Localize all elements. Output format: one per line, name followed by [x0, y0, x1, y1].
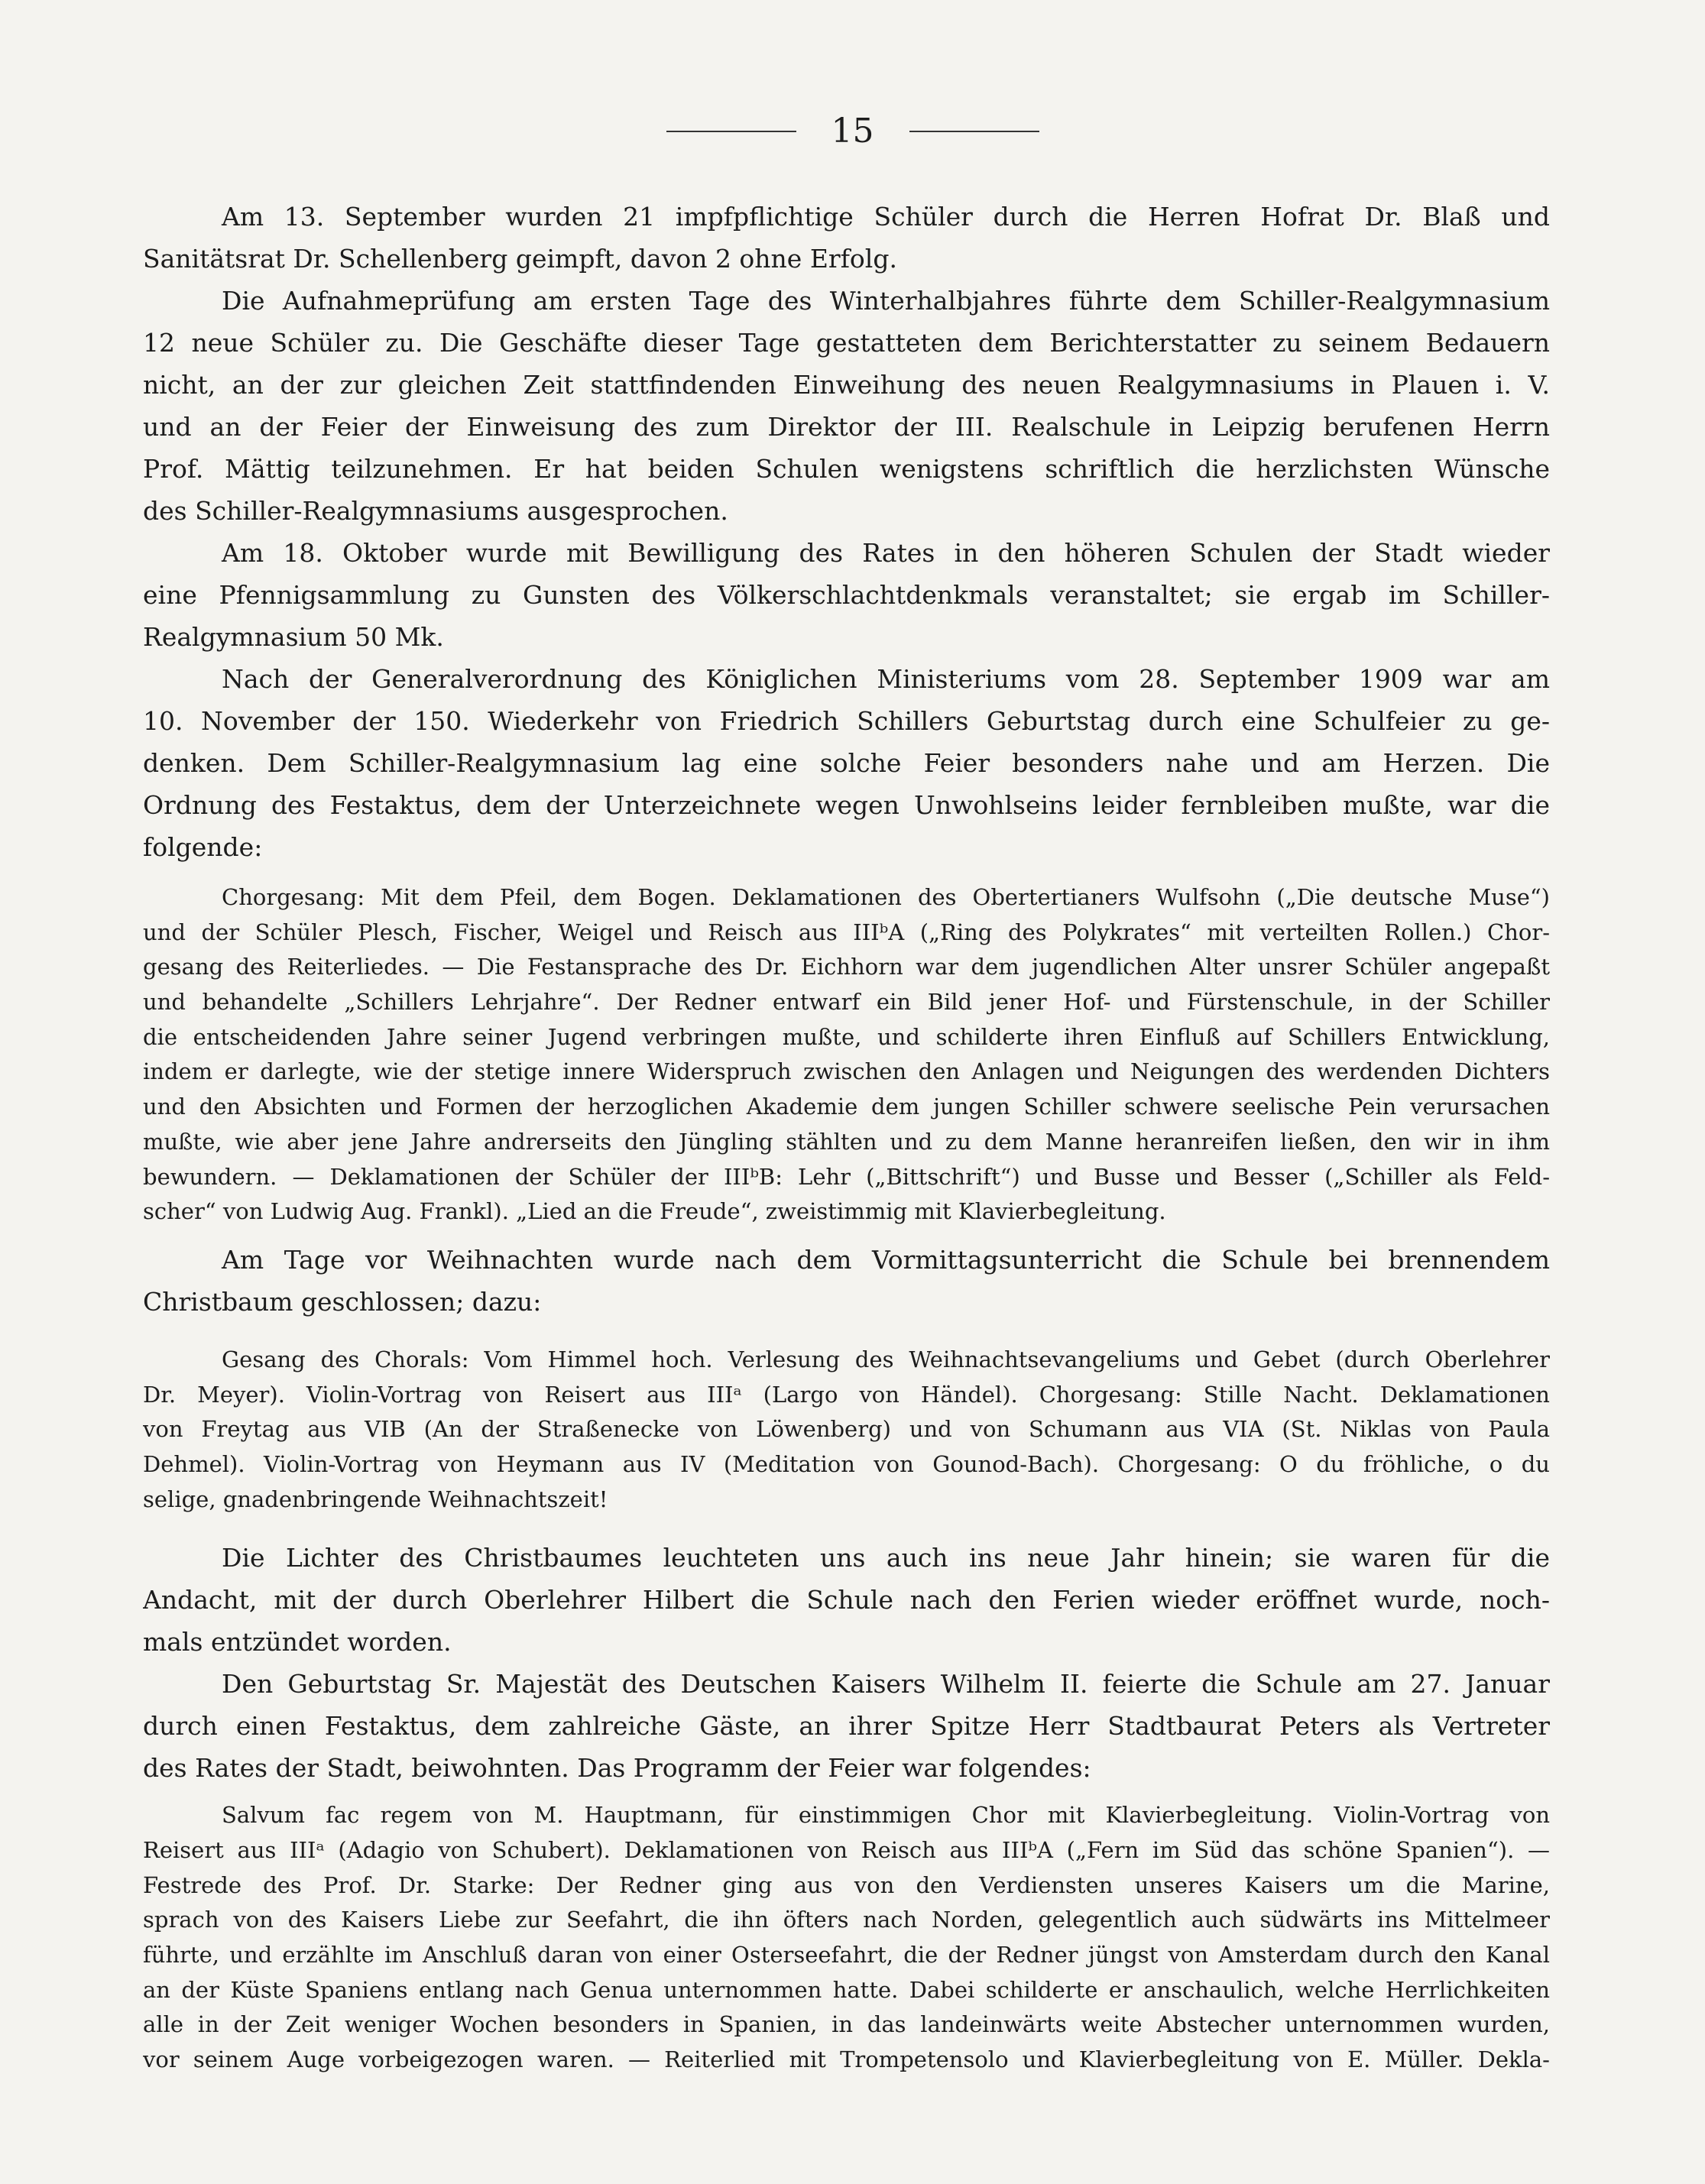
text-line: Ordnung des Festaktus, dem der Unterzeichnete wegen Unwohlseins leider fernbleiben mußte, war die	[143, 790, 1550, 820]
text-line: folgende:	[143, 832, 263, 862]
text-line: Gesang des Chorals: Vom Himmel hoch. Verlesung des Weihnachtsevangeliums und Gebet (durch Oberlehrer	[222, 1346, 1550, 1372]
text-line: Christbaum geschlossen; dazu:	[143, 1286, 542, 1317]
text-line: Realgymnasium 50 Mk.	[143, 622, 444, 652]
text-line: alle in der Zeit weniger Wochen besonders in Spanien, in das landeinwärts weite Abstecher unternommen wurden,	[143, 2011, 1550, 2038]
text-line: 12 neue Schüler zu. Die Geschäfte dieser Tage gestatteten dem Berichterstatter zu seinem Bedauern	[143, 328, 1550, 358]
text-line: an der Küste Spaniens entlang nach Genua unternommen hatte. Dabei schilderte er anschaulich, welche Herrlichkeiten	[143, 1976, 1550, 2003]
text-line: Am 18. Oktober wurde mit Bewilligung des Rates in den höheren Schulen der Stadt wieder	[222, 538, 1550, 568]
text-line: die entscheidenden Jahre seiner Jugend verbringen mußte, und schilderte ihren Einfluß auf Schillers Entwicklung,	[143, 1023, 1550, 1050]
text-line: Reisert aus IIIᵃ (Adagio von Schubert). Deklamationen von Reisch aus IIIᵇA („Fern im Süd das schöne Spanien“). —	[143, 1837, 1550, 1863]
text-line: vor seinem Auge vorbeigezogen waren. — Reiterlied mit Trompetensolo und Klavierbegleitung von E. Müller. Dekla-	[143, 2046, 1550, 2073]
text-line: mußte, wie aber jene Jahre andrerseits den Jüngling stählten und zu dem Manne heranreifen ließen, den wir in ihm	[143, 1128, 1550, 1155]
header-rule-left	[666, 131, 796, 132]
text-line: Dehmel). Violin-Vortrag von Heymann aus IV (Meditation von Gounod-Bach). Chorgesang: O du fröhliche, o du	[143, 1450, 1550, 1477]
text-line: gesang des Reiterliedes. — Die Festansprache des Dr. Eichhorn war dem jugendlichen Alter unsrer Schüler angepaßt	[143, 954, 1550, 980]
text-line: mals entzündet worden.	[143, 1627, 452, 1657]
text-line: nicht, an der zur gleichen Zeit stattfindenden Einweihung des neuen Realgymnasiums in Plauen i. V.	[143, 370, 1550, 400]
text-line: Andacht, mit der durch Oberlehrer Hilbert die Schule nach den Ferien wieder eröffnet wurde, noch-	[143, 1585, 1550, 1615]
text-line: von Freytag aus VIB (An der Straßenecke von Löwenberg) und von Schumann aus VIA (St. Niklas von Paula	[143, 1416, 1550, 1443]
text-line: des Schiller-Realgymnasiums ausgesprochen.	[143, 496, 728, 526]
text-line: Die Aufnahmeprüfung am ersten Tage des Winterhalbjahres führte dem Schiller-Realgymnasium	[222, 286, 1550, 316]
text-line: scher“ von Ludwig Aug. Frankl). „Lied an die Freude“, zweistimmig mit Klavierbegleitung.	[143, 1198, 1166, 1225]
text-line: Am Tage vor Weihnachten wurde nach dem Vormittagsunterricht die Schule bei brennendem	[222, 1244, 1550, 1275]
text-line: selige, gnadenbringende Weihnachtszeit!	[143, 1486, 608, 1512]
text-line: und den Absichten und Formen der herzoglichen Akademie dem jungen Schiller schwere seelische Pein verursachen	[143, 1094, 1550, 1120]
text-line: sprach von des Kaisers Liebe zur Seefahrt, die ihn öfters nach Norden, gelegentlich auch südwärts ins Mittelmeer	[143, 1907, 1550, 1933]
text-line: bewundern. — Deklamationen der Schüler der IIIᵇB: Lehr („Bittschrift“) und Busse und Besser („Schiller als Feld-	[143, 1163, 1550, 1190]
text-line: Dr. Meyer). Violin-Vortrag von Reisert aus IIIᵃ (Largo von Händel). Chorgesang: Stille Nacht. Deklamationen	[143, 1381, 1550, 1408]
page-number: 15	[831, 112, 874, 151]
text-line: Nach der Generalverordnung des Königlichen Ministeriums vom 28. September 1909 war am	[222, 664, 1550, 694]
text-line: und an der Feier der Einweisung des zum Direktor der III. Realschule in Leipzig berufenen Herrn	[143, 412, 1550, 442]
header-rule-right	[909, 131, 1039, 132]
text-line: Den Geburtstag Sr. Majestät des Deutschen Kaisers Wilhelm II. feierte die Schule am 27. Januar	[222, 1669, 1550, 1700]
text-line: Chorgesang: Mit dem Pfeil, dem Bogen. Deklamationen des Obertertianers Wulfsohn („Die deutsche Muse“)	[222, 884, 1550, 910]
text-line: durch einen Festaktus, dem zahlreiche Gäste, an ihrer Spitze Herr Stadtbaurat Peters als Vertreter	[143, 1711, 1550, 1742]
text-body	[143, 196, 1550, 2078]
text-line: Die Lichter des Christbaumes leuchteten uns auch ins neue Jahr hinein; sie waren für die	[222, 1543, 1550, 1573]
text-line: und behandelte „Schillers Lehrjahre“. Der Redner entwarf ein Bild jener Hof- und Fürstenschule, in der Schiller	[143, 989, 1550, 1016]
text-line: Sanitätsrat Dr. Schellenberg geimpft, davon 2 ohne Erfolg.	[143, 244, 897, 274]
text-line: Prof. Mättig teilzunehmen. Er hat beiden Schulen wenigstens schriftlich die herzlichsten Wünsche	[143, 454, 1550, 484]
text-line: denken. Dem Schiller-Realgymnasium lag eine solche Feier besonders nahe und am Herzen. Die	[143, 748, 1550, 778]
text-line: Festrede des Prof. Dr. Starke: Der Redner ging aus von den Verdiensten unseres Kaisers um die Marine,	[143, 1871, 1550, 1898]
text-line: des Rates der Stadt, beiwohnten. Das Programm der Feier war folgendes:	[143, 1753, 1091, 1784]
text-line: Salvum fac regem von M. Hauptmann, für einstimmigen Chor mit Klavierbegleitung. Violin-Vortrag von	[222, 1802, 1550, 1829]
text-line: eine Pfennigsammlung zu Gunsten des Völkerschlachtdenkmals veranstaltet; sie ergab im Schiller-	[143, 580, 1550, 610]
text-line: 10. November der 150. Wiederkehr von Friedrich Schillers Geburtstag durch eine Schulfeier zu ge-	[143, 706, 1550, 736]
page-header	[0, 112, 1705, 151]
text-line: führte, und erzählte im Anschluß daran von einer Osterseefahrt, die der Redner jüngst von Amsterdam durch den Kanal	[143, 1942, 1550, 1969]
text-line: indem er darlegte, wie der stetige innere Widerspruch zwischen den Anlagen und Neigungen des werdenden Dichters	[143, 1058, 1550, 1085]
text-line: Am 13. September wurden 21 impfpflichtige Schüler durch die Herren Hofrat Dr. Blaß und	[222, 202, 1550, 232]
text-line: und der Schüler Plesch, Fischer, Weigel und Reisch aus IIIᵇA („Ring des Polykrates“ mit verteilten Rollen.) Chor-	[143, 919, 1550, 945]
